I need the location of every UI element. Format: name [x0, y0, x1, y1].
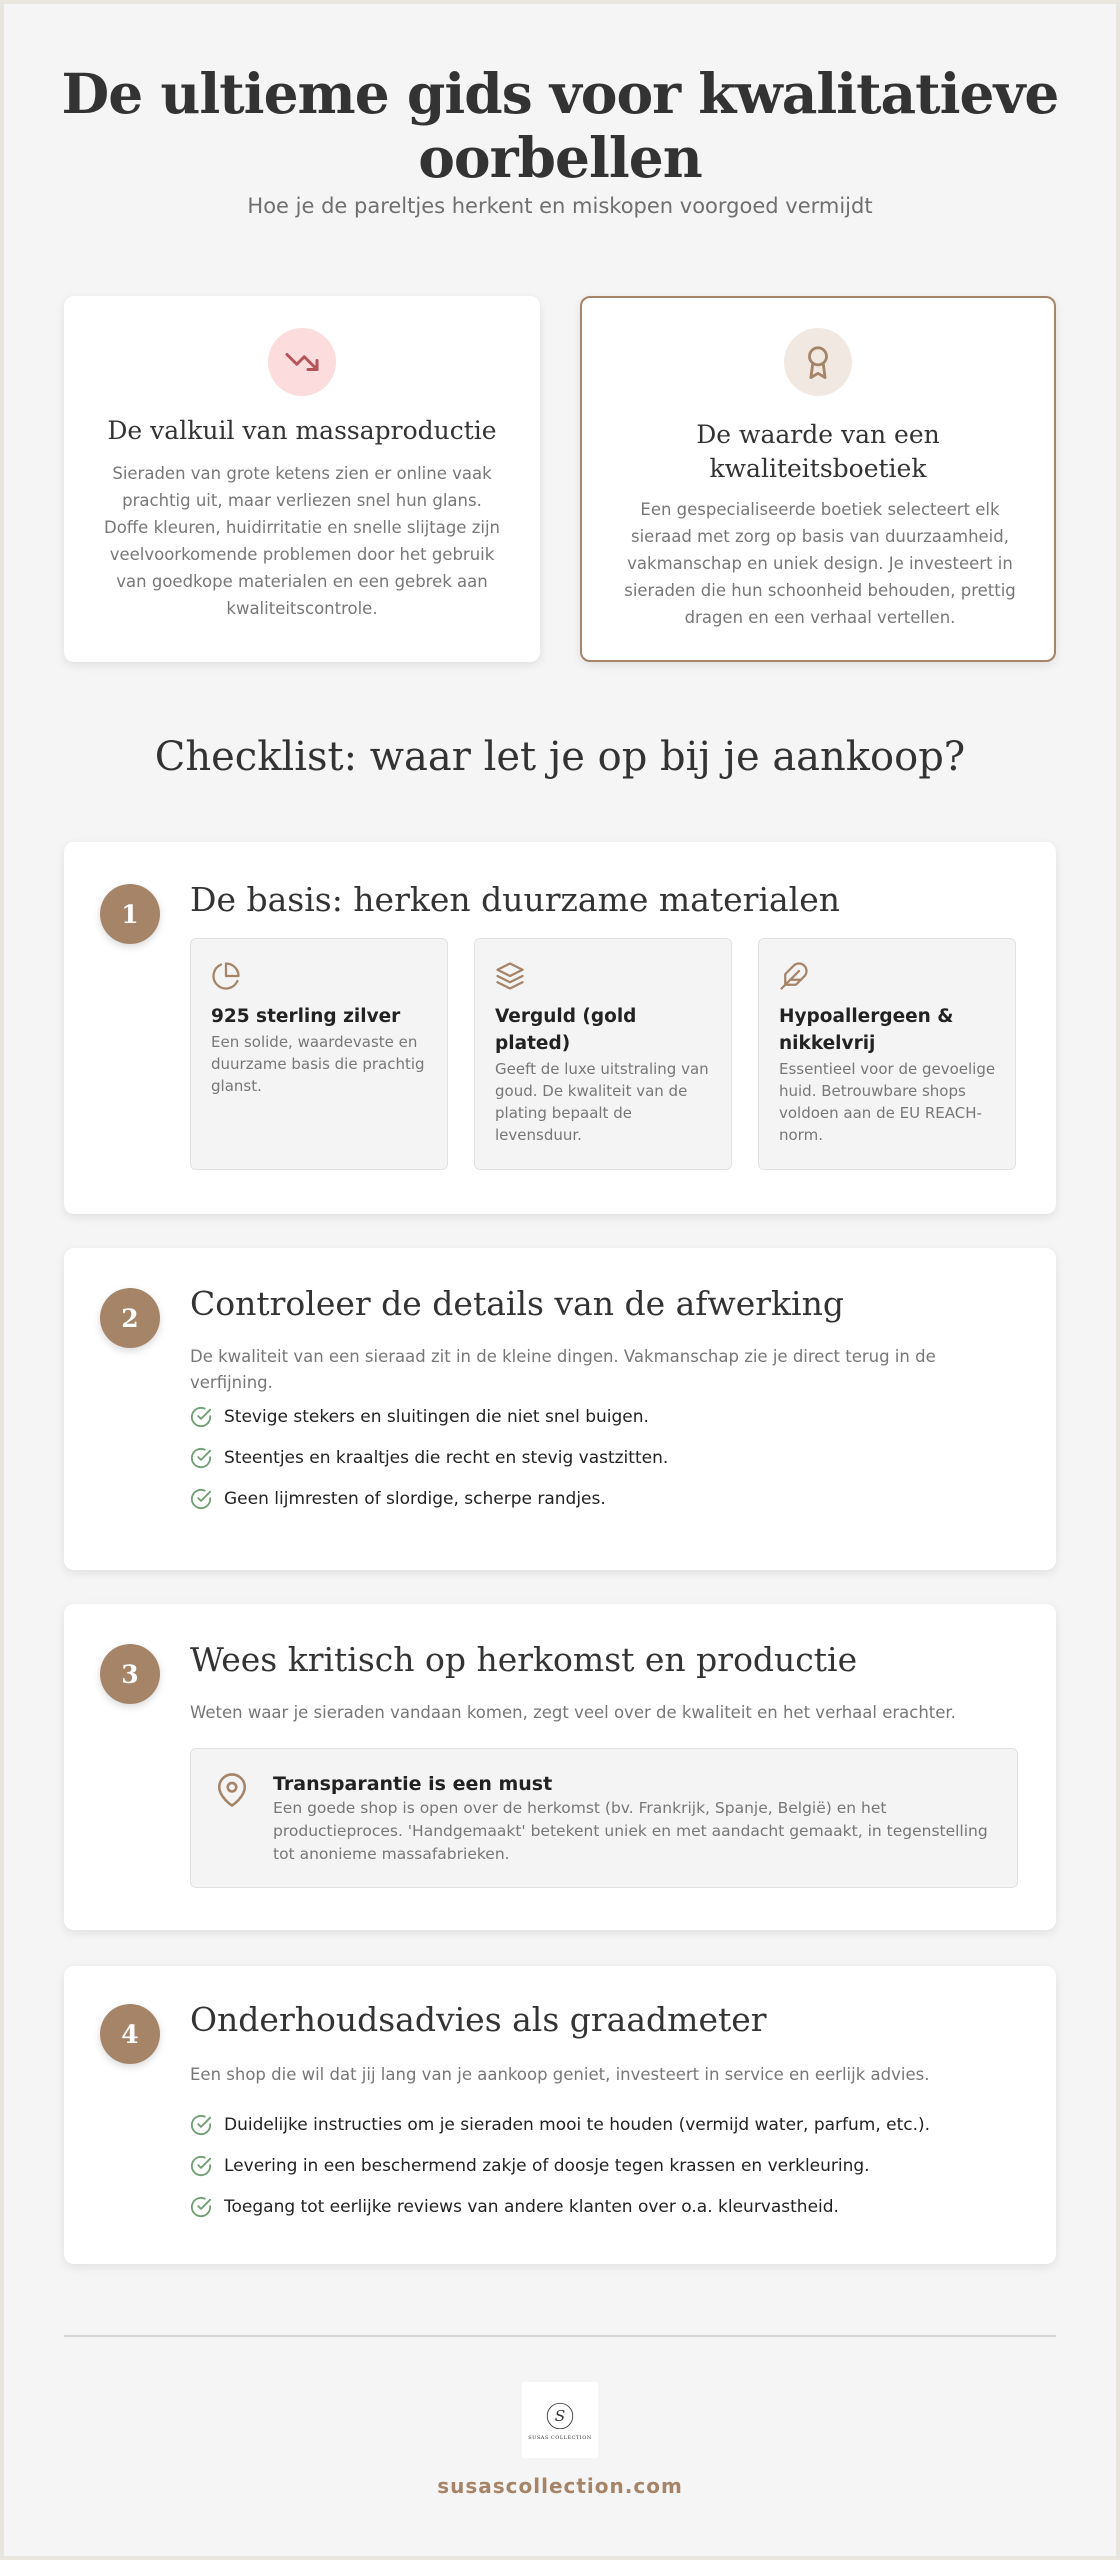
step-number-badge: 1 [100, 884, 160, 944]
intro-card-text: Sieraden van grote ketens zien er online vaak prachtig uit, maar verliezen snel hun glans. Doffe kleuren, huidirritatie en snelle slijtage zijn veelvoorkomende problemen door het gebruik van goedkope materialen en een gebrek aan kwaliteitscontrole. [104, 464, 500, 618]
material-title: 925 sterling zilver [211, 1006, 401, 1027]
brand-logo[interactable] [522, 2382, 598, 2458]
material-card-sterling-silver [190, 938, 448, 1170]
step-description: De kwaliteit van een sieraad zit in de kleine dingen. Vakmanschap zie je direct terug in de verfijning. [190, 1347, 936, 1392]
callout-text: Een goede shop is open over de herkomst (bv. Frankrijk, Spanje, België) en het productieproces. 'Handgemaakt' betekent uniek en met aandacht gemaakt, in tegenstelling tot anonieme massafabrieken. [273, 1799, 988, 1863]
material-card-hypoallergenic [758, 938, 1016, 1170]
list-item [190, 1437, 1060, 1478]
list-item-text: Duidelijke instructies om je sieraden mooi te houden (vermijd water, parfum, etc.). [224, 2114, 931, 2135]
award-icon [784, 328, 852, 396]
intro-card-boutique [580, 296, 1056, 662]
list-item [190, 1396, 1060, 1437]
step-description: Een shop die wil dat jij lang van je aankoop geniet, investeert in service en eerlijk advies. [190, 2065, 930, 2084]
step-number-badge: 3 [100, 1644, 160, 1704]
checklist-heading: Checklist: waar let je op bij je aankoop? [154, 734, 966, 780]
page-subtitle: Hoe je de pareltjes herkent en miskopen voorgoed vermijdt [247, 194, 873, 218]
logo-mark-icon [543, 2399, 577, 2433]
page-title-line2: oorbellen [418, 125, 702, 190]
material-card-gold-plated [474, 938, 732, 1170]
material-text: Geeft de luxe uitstraling van goud. De kwaliteit van de plating bepaalt de levensduur. [495, 1060, 709, 1144]
check-circle-icon [190, 1488, 212, 1510]
check-circle-icon [190, 2114, 212, 2136]
step-title: Onderhoudsadvies als graadmeter [190, 2000, 767, 2039]
material-text: Essentieel voor de gevoelige huid. Betrouwbare shops voldoen aan de EU REACH-norm. [779, 1060, 996, 1144]
list-item-text: Geen lijmresten of slordige, scherpe randjes. [224, 1488, 606, 1509]
pie-chart-icon [211, 961, 241, 991]
page [4, 4, 1116, 2556]
check-circle-icon [190, 1406, 212, 1428]
transparency-callout [190, 1748, 1018, 1888]
check-circle-icon [190, 1447, 212, 1469]
feather-icon [779, 961, 809, 991]
intro-card-mass-production [64, 296, 540, 662]
list-item-text: Steentjes en kraaltjes die recht en stevig vastzitten. [224, 1447, 669, 1468]
layers-icon [495, 961, 525, 991]
material-title: Verguld (gold plated) [495, 1006, 637, 1054]
list-item-text: Levering in een beschermend zakje of doosje tegen krassen en verkleuring. [224, 2155, 870, 2176]
step-card-1 [64, 842, 1056, 1214]
intro-card-text: Een gespecialiseerde boetiek selecteert elk sieraad met zorg op basis van duurzaamheid, vakmanschap en uniek design. Je investeert in sieraden die hun schoonheid behouden, prettig dragen en een verhaal vertellen. [624, 500, 1016, 627]
svg-text:S: S [554, 2407, 566, 2426]
check-circle-icon [190, 2155, 212, 2177]
checklist-finishing [190, 1396, 1060, 1519]
step-title: Wees kritisch op herkomst en productie [190, 1640, 858, 1679]
list-item-text: Stevige stekers en sluitingen die niet snel buigen. [224, 1406, 649, 1427]
checklist-care [190, 2104, 1060, 2227]
map-pin-icon [215, 1773, 249, 1811]
list-item [190, 1478, 1060, 1519]
step-card-3 [64, 1604, 1056, 1930]
step-title: Controleer de details van de afwerking [190, 1284, 844, 1323]
step-description: Weten waar je sieraden vandaan komen, zegt veel over de kwaliteit en het verhaal erachter. [190, 1703, 956, 1722]
check-circle-icon [190, 2196, 212, 2218]
material-title: Hypoallergeen & nikkelvrij [779, 1006, 954, 1054]
callout-title: Transparantie is een must [273, 1773, 553, 1795]
website-link[interactable]: susascollection.com [437, 2474, 683, 2498]
footer-divider [64, 2335, 1056, 2337]
material-text: Een solide, waardevaste en duurzame basis die prachtig glanst. [211, 1033, 425, 1095]
intro-card-title: De waarde van een kwaliteitsboetiek [696, 420, 940, 483]
page-title [4, 62, 1116, 190]
step-title: De basis: herken duurzame materialen [190, 880, 841, 919]
intro-card-title: De valkuil van massaproductie [107, 416, 497, 445]
step-card-4 [64, 1966, 1056, 2264]
page-title-line1: De ultieme gids voor kwalitatieve [61, 61, 1059, 126]
list-item-text: Toegang tot eerlijke reviews van andere klanten over o.a. kleurvastheid. [224, 2196, 839, 2217]
step-card-2 [64, 1248, 1056, 1570]
logo-caption: SUSAS COLLECTION [528, 2435, 592, 2441]
step-number-badge: 4 [100, 2004, 160, 2064]
step-number-badge: 2 [100, 1288, 160, 1348]
list-item [190, 2104, 1060, 2145]
list-item [190, 2145, 1060, 2186]
list-item [190, 2186, 1060, 2227]
trending-down-icon [268, 328, 336, 396]
